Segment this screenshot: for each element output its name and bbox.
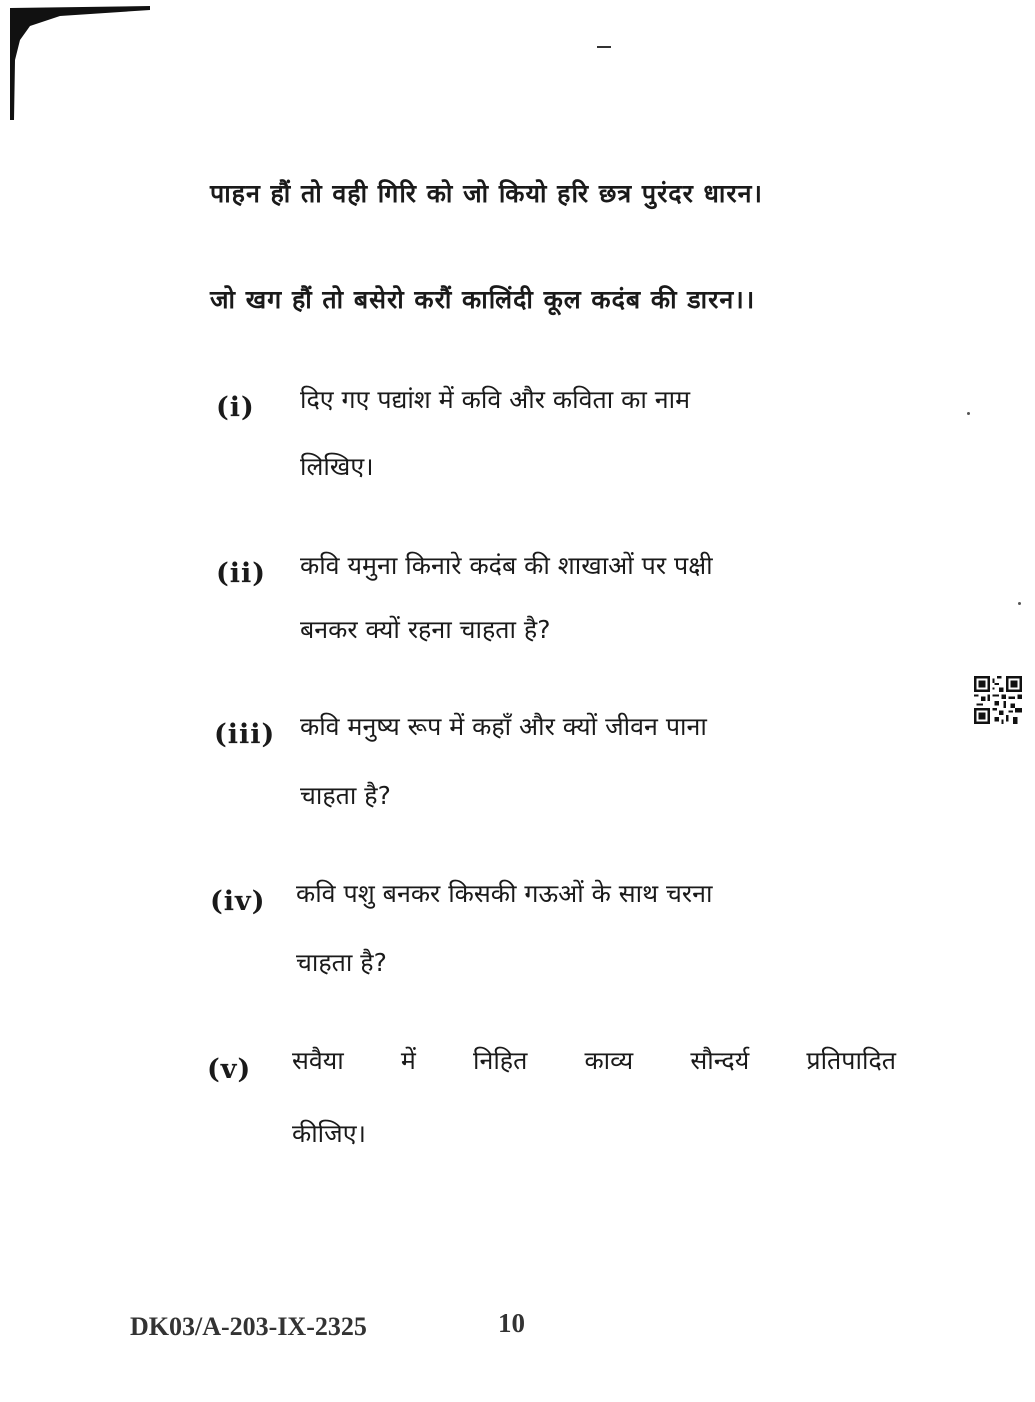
word: में <box>400 1046 416 1075</box>
question-text: कीजिए। <box>292 1119 367 1148</box>
question-text: कवि यमुना किनारे कदंब की शाखाओं पर पक्षी <box>300 551 713 580</box>
question-text: दिए गए पद्यांश में कवि और कविता का नाम <box>300 385 691 414</box>
scan-corner-mark <box>0 0 160 130</box>
question-number: (v) <box>207 1054 252 1085</box>
paper-code: DK03/A-203-IX-2325 <box>130 1312 367 1341</box>
verse-line-1: पाहन हौं तो वही गिरि को जो कियो हरि छत्र पुरंदर धारन। <box>210 179 763 208</box>
word: सवैया <box>292 1046 344 1075</box>
question-number: (ii) <box>216 558 267 589</box>
question-text <box>292 1043 896 1077</box>
question-text: चाहता है? <box>296 948 387 977</box>
page-number: 10 <box>498 1308 525 1338</box>
qr-code-icon <box>974 676 1022 724</box>
word: सौन्दर्य <box>690 1046 750 1075</box>
question-text: कवि पशु बनकर किसकी गऊओं के साथ चरना <box>296 879 713 908</box>
question-number: (iii) <box>214 719 276 750</box>
question-number: (i) <box>216 392 255 423</box>
scan-artifact <box>967 412 970 415</box>
word: प्रतिपादित <box>806 1046 896 1075</box>
question-text: लिखिए। <box>300 452 374 481</box>
question-text: बनकर क्यों रहना चाहता है? <box>300 615 551 644</box>
question-number: (iv) <box>210 886 266 917</box>
word: काव्य <box>584 1046 634 1075</box>
scan-artifact <box>597 46 611 48</box>
question-text: चाहता है? <box>300 781 391 810</box>
word: निहित <box>472 1046 528 1075</box>
verse-line-2: जो खग हौं तो बसेरो करौं कालिंदी कूल कदंब की डारन।। <box>210 285 756 314</box>
question-text: कवि मनुष्य रूप में कहाँ और क्यों जीवन पाना <box>300 712 707 741</box>
scan-artifact <box>1018 602 1021 605</box>
